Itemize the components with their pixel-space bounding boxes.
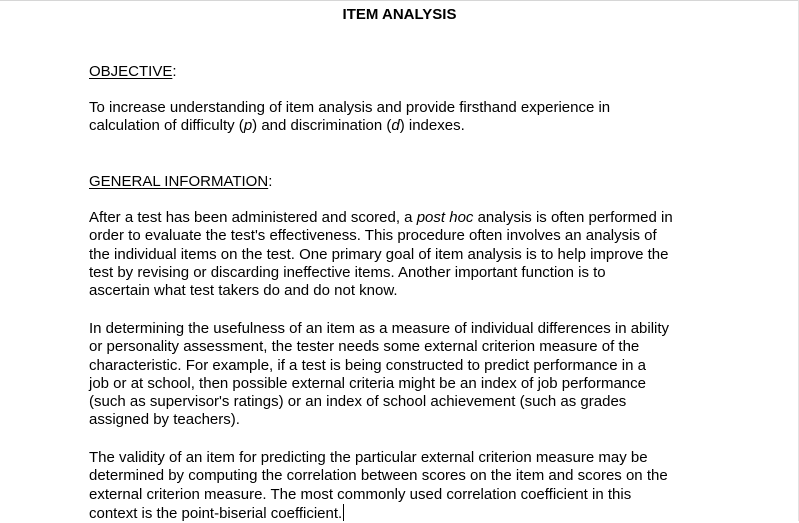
objective-line-2-text-b: ) and discrimination ( bbox=[252, 117, 392, 135]
general-paragraph-3 bbox=[89, 449, 729, 523]
p3-line-4 bbox=[89, 504, 729, 523]
p1-line-1-text-b: analysis is often performed in bbox=[473, 209, 673, 226]
objective-line-2-text-c: ) indexes. bbox=[399, 117, 465, 135]
p1-line-2: order to evaluate the test's effectiveness. This procedure often involves an analysis of bbox=[89, 227, 657, 245]
general-information-heading bbox=[89, 173, 272, 191]
general-information-heading-colon: : bbox=[268, 173, 273, 190]
document-title: ITEM ANALYSIS bbox=[342, 6, 457, 23]
p3-line-1: The validity of an item for predicting the particular external criterion measure may be bbox=[89, 449, 648, 466]
p1-line-1 bbox=[89, 209, 729, 227]
p3-line-4-text: context is the point-biserial coefficient. bbox=[89, 504, 343, 522]
discrimination-symbol: d bbox=[391, 117, 400, 135]
p2-line-4: job or at school, then possible external criteria might be an index of job performance bbox=[89, 374, 646, 392]
objective-line-1-text: To increase understanding of item analysis and provide firsthand experience in bbox=[89, 99, 611, 116]
top-border bbox=[0, 0, 799, 1]
p1-line-4: test by revising or discarding ineffective items. Another important function is to bbox=[89, 263, 606, 281]
objective-line-1 bbox=[89, 99, 729, 117]
p2-line-1: In determining the usefulness of an item as a measure of individual differences in ability bbox=[89, 320, 670, 337]
general-paragraph-1 bbox=[89, 209, 729, 300]
objective-heading-colon: : bbox=[172, 63, 177, 80]
p1-line-1-text-a: After a test has been administered and scored, a bbox=[89, 209, 417, 226]
p2-line-5: (such as supervisor's ratings) or an index of school achievement (such as grades bbox=[89, 393, 627, 411]
post-hoc-term: post hoc bbox=[416, 209, 474, 226]
objective-paragraph bbox=[89, 99, 729, 136]
p3-line-3: external criterion measure. The most commonly used correlation coefficient in this bbox=[89, 485, 632, 503]
p2-line-3: characteristic. For example, if a test is being constructed to predict performance in a bbox=[89, 356, 646, 374]
p1-line-3: the individual items on the test. One primary goal of item analysis is to help improve the bbox=[89, 245, 669, 263]
objective-line-2 bbox=[89, 117, 729, 135]
general-information-heading-text: GENERAL INFORMATION bbox=[89, 173, 269, 190]
objective-heading-text: OBJECTIVE bbox=[89, 63, 173, 80]
objective-heading bbox=[89, 63, 177, 81]
general-paragraph-2 bbox=[89, 320, 729, 430]
p2-line-6: assigned by teachers). bbox=[89, 411, 240, 429]
p2-line-2: or personality assessment, the tester needs some external criterion measure of the bbox=[89, 338, 640, 356]
difficulty-symbol: p bbox=[243, 117, 253, 135]
p3-line-2: determined by computing the correlation between scores on the item and scores on the bbox=[89, 467, 668, 485]
text-cursor bbox=[343, 504, 344, 521]
objective-line-2-text-a: calculation of difficulty ( bbox=[89, 117, 244, 135]
p1-line-5: ascertain what test takers do and do not know. bbox=[89, 282, 398, 300]
